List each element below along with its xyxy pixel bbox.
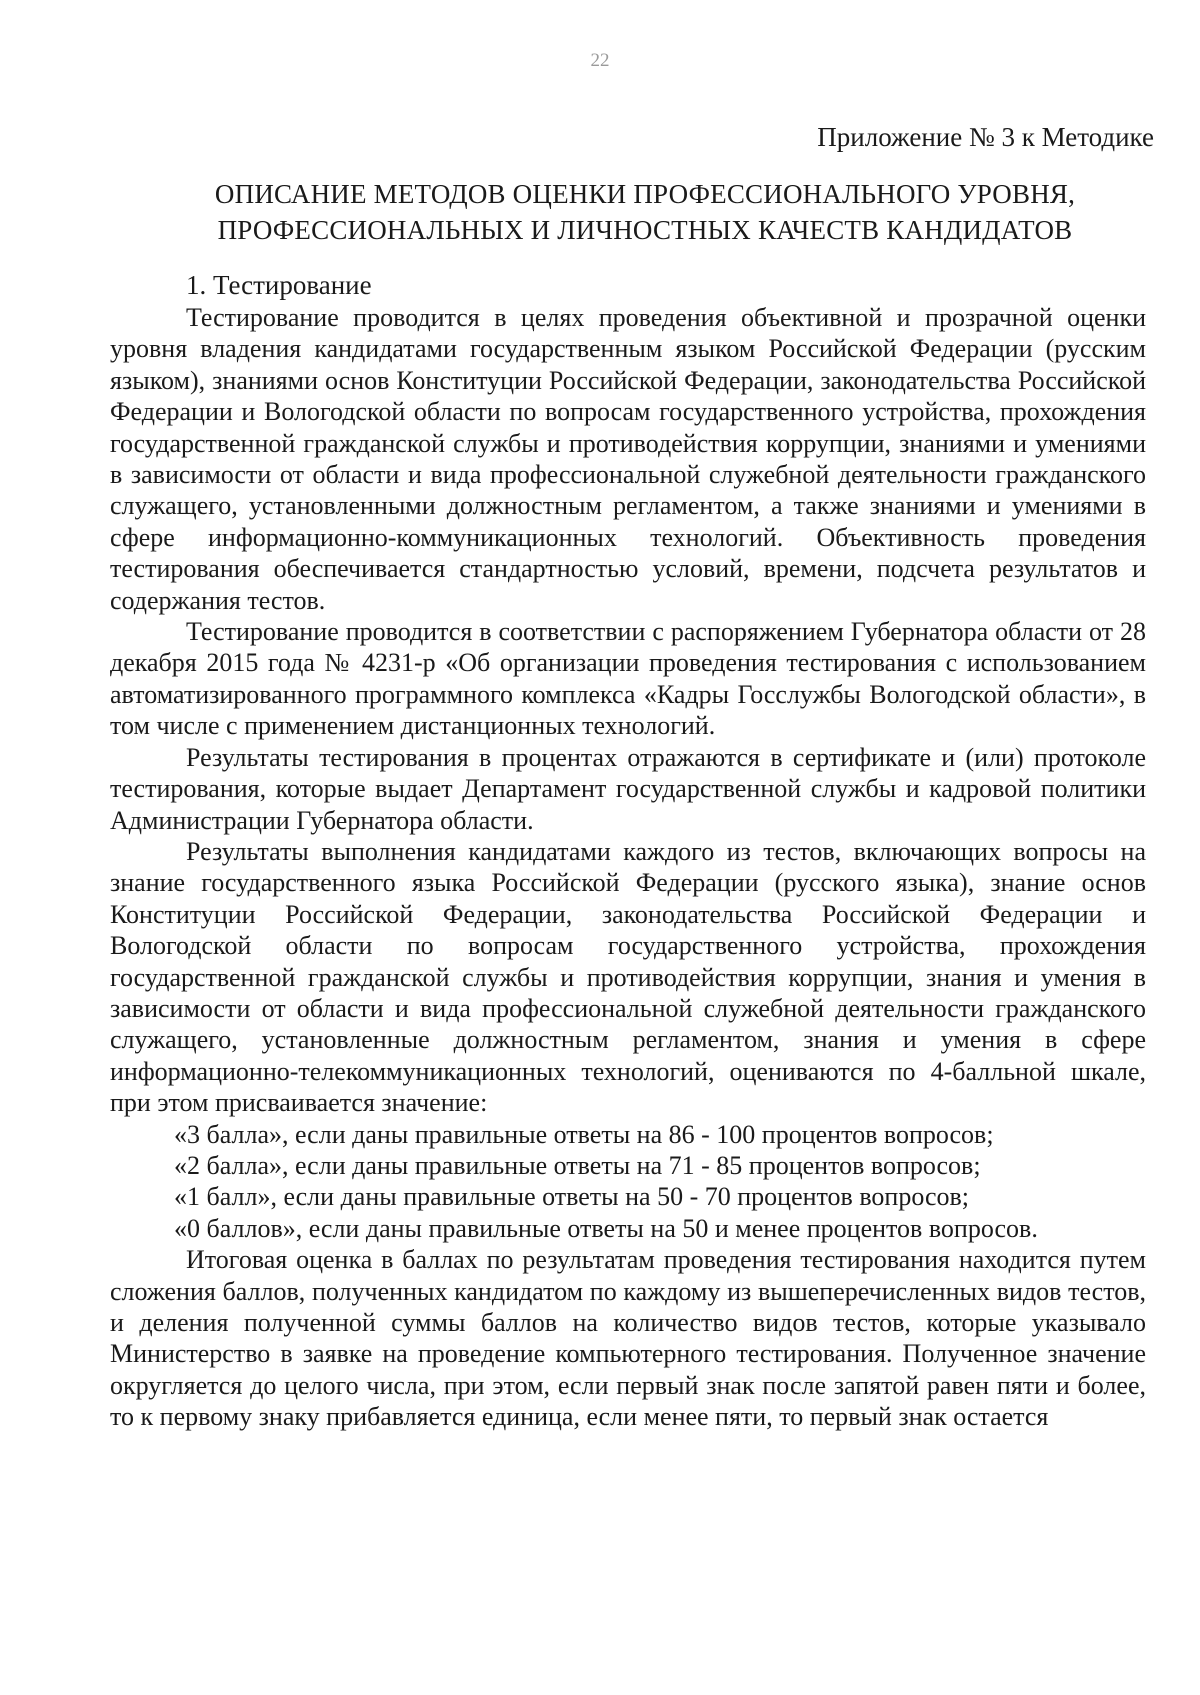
document-title-line-1: ОПИСАНИЕ МЕТОДОВ ОЦЕНКИ ПРОФЕССИОНАЛЬНОГО УРОВНЯ,	[214, 179, 1076, 209]
paragraph-final-score: Итоговая оценка в баллах по результатам проведения тестирования находится путем сложения баллов, полученных кандидатом по каждому из вышеперечисленных видов тестов, и деления полученной суммы баллов на количество видов тестов, которые указывало Министерство в заявке на проведение компьютерного тестирования. Полученное значение округляется до целого числа, при этом, если первый знак после запятой равен пяти и более, то к первому знаку прибавляется единица, если менее пяти, то первый знак остается	[110, 1245, 1146, 1432]
section-heading: 1. Тестирование	[186, 270, 372, 300]
grade-item-2: «2 балла», если даны правильные ответы на 71 - 85 процентов вопросов;	[174, 1150, 981, 1180]
grade-list	[110, 1119, 1146, 1245]
grade-item-0: «0 баллов», если даны правильные ответы на 50 и менее процентов вопросов.	[174, 1213, 1038, 1243]
paragraph-scoring-scale: Результаты выполнения кандидатами каждого из тестов, включающих вопросы на знание государственного языка Российской Федерации (русского языка), знание основ Конституции Российской Федерации, законодательства Российской Федерации и Вологодской области по вопросам государственного устройства, прохождения государственной гражданской службы и противодействия коррупции, знания и умения в зависимости от области и вида профессиональной служебной деятельности гражданского служащего, установленные должностным регламентом, знания и умения в сфере информационно-телекоммуникационных технологий, оцениваются по 4-балльной шкале, при этом присваивается значение:	[110, 836, 1146, 1118]
paragraph-legal-basis: Тестирование проводится в соответствии с распоряжением Губернатора области от 28 декабря 2015 года № 4231-р «Об организации проведения тестирования с использованием автоматизированного программного комплекса «Кадры Госслужбы Вологодской области», в том числе с применением дистанционных технологий.	[110, 617, 1146, 741]
appendix-label: Приложение № 3 к Методике	[817, 122, 1154, 152]
document-title	[180, 176, 1110, 248]
grade-item-1: «1 балл», если даны правильные ответы на 50 - 70 процентов вопросов;	[174, 1182, 970, 1212]
section-body	[110, 302, 1146, 1433]
document-title-line-2: ПРОФЕССИОНАЛЬНЫХ И ЛИЧНОСТНЫХ КАЧЕСТВ КАНДИДАТОВ	[217, 215, 1073, 245]
paragraph-results: Результаты тестирования в процентах отражаются в сертификате и (или) протоколе тестирования, которые выдает Департамент государственной службы и кадровой политики Администрации Губернатора области.	[110, 742, 1146, 835]
paragraph-purpose: Тестирование проводится в целях проведения объективной и прозрачной оценки уровня владения кандидатами государственным языком Российской Федерации (русским языком), знаниями основ Конституции Российской Федерации, законодательства Российской Федерации и Вологодской области по вопросам государственного устройства, прохождения государственной гражданской службы и противодействия коррупции, знаниями и умениями в зависимости от области и вида профессиональной служебной деятельности гражданского служащего, установленными должностным регламентом, а также знаниями и умениями в сфере информационно-коммуникационных технологий. Объективность проведения тестирования обеспечивается стандартностью условий, времени, подсчета результатов и содержания тестов.	[110, 303, 1146, 615]
grade-item-3: «3 балла», если даны правильные ответы на 86 - 100 процентов вопросов;	[174, 1119, 994, 1149]
page-number: 22	[590, 50, 610, 71]
